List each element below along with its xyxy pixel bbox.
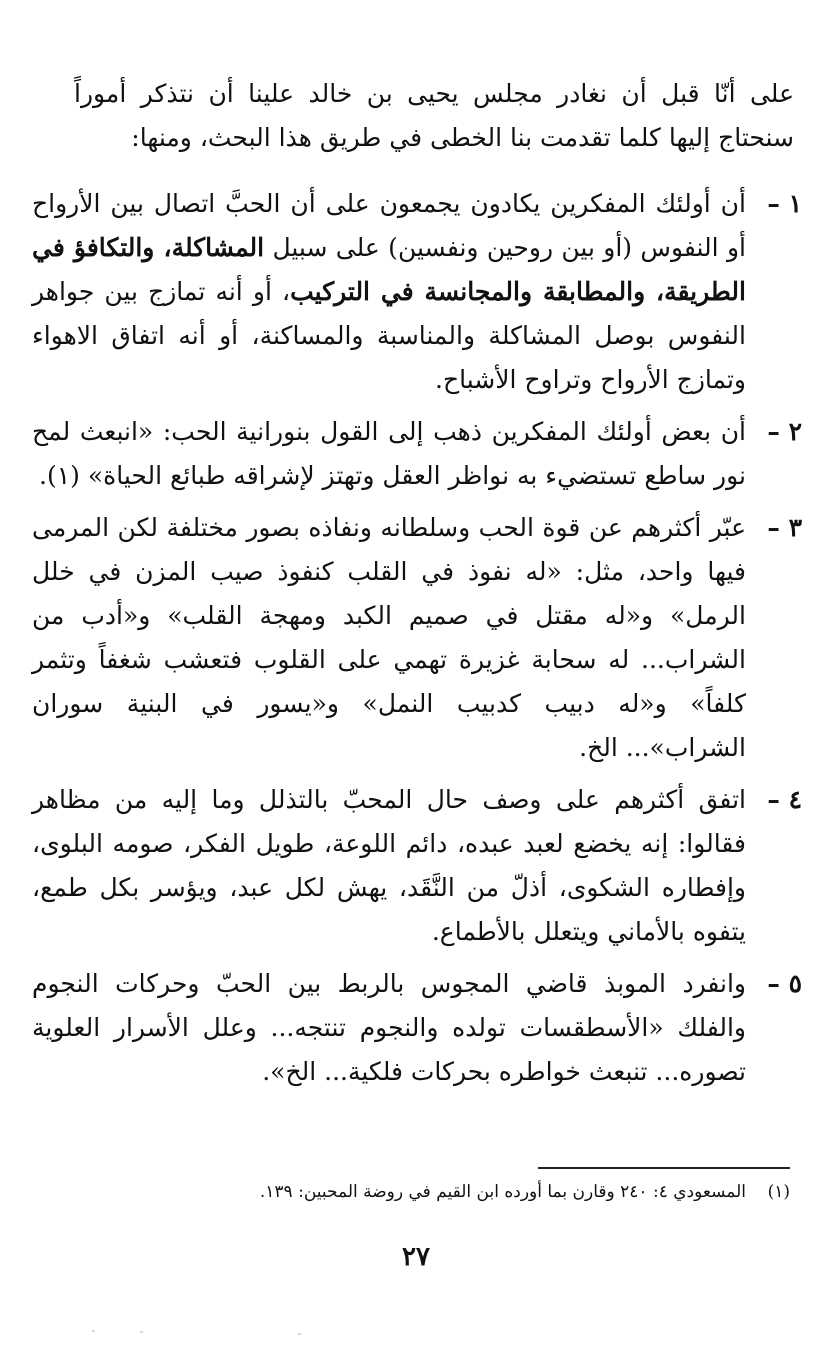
list-item-2 — [32, 410, 802, 498]
item-number: ٤ – — [767, 785, 802, 814]
list-item-5 — [32, 962, 802, 1094]
item-number: ٣ – — [767, 513, 802, 542]
list-item-3 — [32, 506, 802, 770]
item-text-part-a: أن أولئك المفكرين يكادون يجمعون على أن الحبَّ اتصال بين الأرواح أو النفوس (أو بين روحين ونفسين) على سبيل — [32, 189, 746, 262]
scan-speck — [298, 1333, 301, 1335]
list-item-4 — [32, 778, 802, 954]
item-text-part-b: ، أو أنه تمازج بين جواهر النفوس بوصل المشاكلة والمناسبة والمساكنة، أو أنه اتفاق الاهواء وتمازج الأرواح وتراوح الأشباح. — [32, 277, 746, 394]
list-item-1 — [32, 182, 802, 402]
scan-speck — [140, 1331, 143, 1333]
item-number: ١ – — [767, 189, 802, 218]
item-number: ٢ – — [767, 417, 802, 446]
item-text: عبّر أكثرهم عن قوة الحب وسلطانه ونفاذه بصور مختلفة لكن المرمى فيها واحد، مثل: «له نفوذ في القلب كنفوذ صيب المزن في خلل الرمل» و«له مقتل في صميم الكبد ومهجة القلب» و«أدب من الشراب... له سحابة غزيرة تهمي على القلوب فتعشب شغفاً وتثمر كلفاً» و«له دبيب كدبيب النمل» و«يسور في البنية سوران الشراب»... الخ. — [32, 513, 746, 762]
footnote-divider — [538, 1167, 790, 1169]
footnote-text: المسعودي ٤: ٢٤٠ وقارن بما أورده ابن القيم في روضة المحبين: ١٣٩. — [259, 1182, 746, 1202]
item-bold-phrase: المشاكلة، والتكافؤ في الطريقة، والمطابقة والمجانسة في التركيب — [32, 233, 746, 306]
footnote-marker: (١) — [767, 1182, 790, 1202]
footnote — [50, 1178, 790, 1206]
scan-speck — [92, 1330, 95, 1332]
item-text: وانفرد الموبذ قاضي المجوس بالربط بين الحبّ وحركات النجوم والفلك «الأسطقسات تولده والنجوم تنتجه... وعلل الأسرار العلوية تصوره... تنبعث خواطره بحركات فلكية... الخ». — [32, 969, 746, 1086]
item-text: اتفق أكثرهم على وصف حال المحبّ بالتذلل وما إليه من مظاهر فقالوا: إنه يخضع لعبد عبده، دائم اللوعة، طويل الفكر، صومه البلوى، وإفطاره الشكوى، أذلّ من النَّقَد، يهش لكل عبد، ويؤسر بكل طمع، يتفوه بالأماني ويتعلل بالأطماع. — [32, 785, 746, 946]
item-number: ٥ – — [767, 969, 802, 998]
numbered-list — [32, 182, 802, 1102]
item-text: أن بعض أولئك المفكرين ذهب إلى القول بنورانية الحب: «انبعث لمح نور ساطع تستضيء به نواظر العقل وتهتز لإشراقه طبائع الحياة» (١). — [32, 417, 746, 490]
item-text — [32, 182, 746, 402]
intro-paragraph: على أنّا قبل أن نغادر مجلس يحيى بن خالد علينا أن نتذكر أموراً سنحتاج إليها كلما تقدمت بنا الخطى في طريق هذا البحث، ومنها: — [74, 79, 794, 152]
page-number: ٢٧ — [402, 1242, 430, 1272]
